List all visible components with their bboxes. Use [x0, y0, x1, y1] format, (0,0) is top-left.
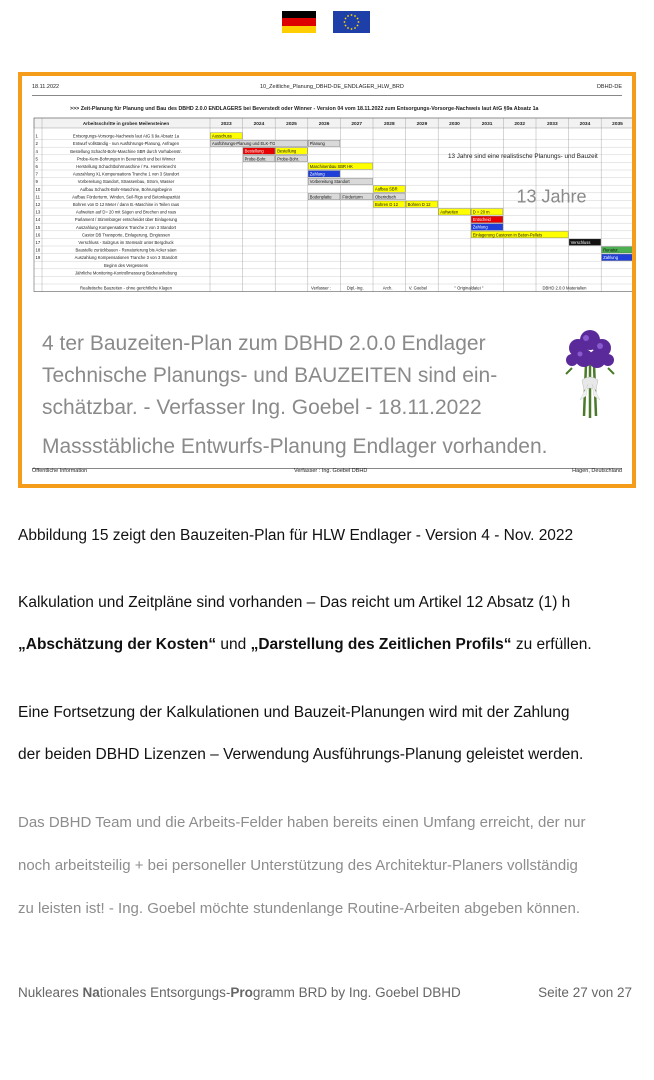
row-number: 11 [35, 194, 40, 200]
paragraph-1-line-2 [18, 636, 592, 654]
flag-bar [0, 11, 654, 35]
flower-bouquet-icon [560, 324, 620, 420]
bottom-original: " Originaldatei " [454, 285, 484, 291]
bold-time-profile: „Darstellung des Zeitlichen Profils“ [250, 636, 512, 653]
row-number: 9 [35, 179, 38, 185]
row-label: Entwurf vollständig - nun Ausführungs-Planung, Anfragen [72, 141, 180, 147]
year-label-2034: 2034 [579, 122, 591, 127]
row-number: 10 [35, 186, 41, 192]
row-number: 5 [35, 156, 38, 162]
gantt-bar-label: Renatur. [603, 247, 619, 253]
paragraph-3-line-1: Das DBHD Team und die Arbeits-Felder haben bereits einen Umfang erreicht, der nur [18, 814, 586, 831]
row-label: Entsorgungs-Vorsorge-Nachweis laut AtG § 9a Absatz 1a [72, 133, 180, 139]
gantt-bar-label: Einlagerung Castoren in Beton-Pellets [472, 232, 543, 238]
row-number: 15 [35, 224, 41, 230]
gantt-bar-label: Probe-Bohr. [277, 156, 300, 162]
thirteen-years-label: 13 Jahre [516, 186, 587, 207]
gantt-bar-label: Bohren D 12 [407, 201, 431, 207]
row-label: Bestellung Schacht-Bohr-Maschine SBR durch Vorhabenstr. [70, 148, 182, 154]
gantt-bar-label: Oberirdisch [375, 194, 396, 200]
headline-line-3: schätzbar. - Verfasser Ing. Goebel - 18.11.2022 [42, 396, 482, 419]
row-label: Auszahlung XL Kompensations Tranche 1 von 3 Standort [72, 171, 180, 177]
bottom-verfasser: Verfasser : [311, 285, 332, 291]
row-label: Auszahlung Kompensations Tranche 2 von 3 Standort [75, 224, 177, 230]
figure-date: 18.11.2022 [32, 84, 60, 90]
year-label-2025: 2025 [286, 122, 297, 127]
gantt-bar-label: Aufbau SBR [375, 186, 398, 192]
figure-footer [32, 468, 622, 478]
bottom-material: DBHD 2.0.0 Materialien [542, 285, 587, 291]
row-number: 12 [35, 202, 41, 207]
schedule-title: >>> Zeit-Planung für Planung und Bau des DBHD 2.0.0 ENDLAGERS bei Beverstedt oder Winner - Version 04 vom 18.11.2022 zum Entsorgungs-Vorsorge-Nachweis laut AtG §9a Absatz 1a [70, 106, 539, 112]
column-header-label: Arbeitsschritte in groben Meilensteinen [82, 121, 170, 126]
paragraph-3-line-3: zu leisten ist! - Ing. Goebel möchte stundenlange Routine-Arbeiten abgeben können. [18, 900, 581, 917]
gantt-bar-label: Vorbereitung Standort [309, 179, 350, 185]
para1-end: zu erfüllen. [511, 636, 592, 653]
gantt-bar-label: Bestellung [244, 148, 264, 154]
row-label: Realistische Bauzeiten - ohne gerichtliche Klagen [80, 285, 172, 291]
year-label-2033: 2033 [546, 122, 558, 127]
row-label: Parlament / Stimmbürger entscheidet über Einlagerung [74, 217, 178, 223]
row-label: Baustelle zurückbauen - Renaturierung bis Acker säen [75, 247, 177, 253]
row-number: 4 [35, 148, 38, 154]
bottom-name: V. Goebel [408, 285, 428, 291]
gantt-bar-label: Zahlung [603, 255, 618, 261]
gantt-bar-label: Zahlung [472, 224, 488, 230]
german-flag-icon [282, 11, 316, 33]
headline-subline: Massstäbliche Entwurfs-Planung Endlager vorhanden. [42, 435, 548, 458]
row-number: 2 [35, 141, 38, 147]
gantt-schedule [22, 76, 632, 306]
paragraph-3-line-2: noch arbeitsteilig + bei personeller Unterstützung des Architektur-Planers vollständig [18, 857, 578, 874]
row-label: Auszahlung Kompensationen Tranche 3 von 3 Standort [74, 255, 178, 261]
schedule-figure [18, 72, 636, 488]
gantt-bar-label: Ausschuss [212, 133, 232, 139]
footer-program-name [18, 985, 461, 1000]
footer-text-2: tionales Entsorgungs- [99, 985, 231, 1000]
year-label-2031: 2031 [481, 122, 493, 127]
gantt-bar-label: Aufweiten [440, 209, 459, 215]
gantt-bar-label: Verschluss [570, 239, 591, 245]
row-label: Herstellung Schachtbohrmaschine / Fa. Herrenknecht [76, 164, 176, 169]
year-label-2030: 2030 [449, 122, 460, 127]
bold-cost-estimate: „Abschätzung der Kosten“ [18, 636, 217, 653]
footer-location: Hagen, Deutschland [572, 468, 622, 474]
schedule-annotation: 13 Jahre sind eine realistische Planungs- und Bauzeit [447, 152, 598, 160]
figure-code: DBHD-DE [596, 84, 622, 90]
gantt-bar-label: Bohren D 12 [375, 201, 398, 207]
gantt-bar-label: Bodenplatte [309, 194, 332, 200]
page-number: Seite 27 von 27 [538, 985, 632, 1000]
year-label-2028: 2028 [383, 122, 395, 127]
para1-mid: und [216, 636, 251, 653]
bottom-arch: Arch. [382, 285, 393, 291]
eu-flag-icon [333, 11, 370, 33]
footer-author: Verfasser : Ing. Goebel DBHD [294, 468, 368, 474]
row-label: Probe-Kern-Bohrungen in Beverstedt und bei Winner [76, 156, 176, 162]
row-label: Aufbau Schacht-Bohr-Maschine, Bohrungsbeginn [80, 186, 172, 192]
year-label-2035: 2035 [612, 122, 623, 127]
row-label: Aufbau Förderturm, Winden, Seil-Rigs und Betonkapazität [72, 194, 180, 200]
gantt-bar-label: D = 20 m [472, 209, 490, 215]
row-label: Bohren von D 12 Meter / dann B.-Maschine in Teilen raus [72, 202, 180, 207]
row-label: Castor DB Transporte, Einlagerung, Eingiessen [82, 232, 170, 238]
paragraph-1-line-1: Kalkulation und Zeitpläne sind vorhanden – Das reicht um Artikel 12 Absatz (1) h [18, 594, 571, 611]
footer-bold-1: Na [82, 985, 100, 1000]
paragraph-2-line-2: der beiden DBHD Lizenzen – Verwendung Ausführungs-Planung geleistet werden. [18, 746, 584, 763]
year-label-2027: 2027 [351, 122, 363, 127]
row-number: 1 [35, 133, 38, 139]
gantt-bar-label: Ausführungs-Planung und ELK-TG [212, 141, 276, 147]
gantt-bar-label: Entscheid [472, 217, 491, 223]
figure-caption: Abbildung 15 zeigt den Bauzeiten-Plan für HLW Endlager - Version 4 - Nov. 2022 [18, 527, 574, 544]
gantt-bar-label: Maschinenbau SBR HK [309, 163, 353, 169]
footer-text-3: gramm BRD by Ing. Goebel DBHD [252, 985, 461, 1000]
row-label: Beginn des Vergessens [104, 262, 148, 268]
gantt-bar-label: Zahlung [309, 171, 325, 177]
year-label-2026: 2026 [318, 122, 330, 127]
footer-public-info: Öffentliche Information [32, 468, 88, 474]
year-label-2032: 2032 [514, 122, 526, 127]
footer-text-1: Nukleares [18, 985, 83, 1000]
row-number: 17 [35, 240, 41, 245]
gantt-bar-label: Probe-Bohr. [244, 156, 267, 162]
headline-line-2: Technische Planungs- und BAUZEITEN sind ein- [42, 364, 498, 387]
row-label: Jährliche Monitoring-Kontrollmessung Bodenanhebung [75, 270, 177, 276]
headline-line-1: 4 ter Bauzeiten-Plan zum DBHD 2.0.0 Endlager [42, 332, 486, 355]
year-label-2024: 2024 [253, 122, 265, 127]
year-label-2023: 2023 [220, 122, 232, 127]
year-label-2029: 2029 [416, 122, 428, 127]
bottom-title: Dipl.-Ing. [346, 285, 364, 291]
gantt-bar-label: Planung [309, 141, 325, 147]
row-label: Aufweiten auf D= 20 mit Sägen und Brechen und raus [75, 209, 177, 215]
gantt-bar-label: Bestellung [277, 148, 297, 154]
footer-bold-2: Pro [230, 985, 253, 1000]
gantt-bar-label: Förderturm [342, 194, 363, 200]
row-number: 7 [35, 171, 38, 177]
row-label: Verschluss - Salzgrus im Stemsalz unter Bergdruck [78, 240, 174, 245]
figure-filename: 10_Zeitliche_Planung_DBHD-DE_ENDLAGER_HLW_BRD [260, 84, 404, 90]
row-number: 13 [35, 209, 41, 215]
row-number: 16 [35, 232, 41, 238]
row-number: 18 [35, 247, 41, 253]
row-number: 6 [35, 164, 38, 169]
paragraph-2-line-1: Eine Fortsetzung der Kalkulationen und Bauzeit-Planungen wird mit der Zahlung [18, 704, 570, 721]
row-number: 19 [35, 255, 41, 261]
row-label: Vorbereitung Standort, Strassenbau, Strom, Wasser [77, 179, 175, 185]
row-number: 14 [35, 217, 41, 223]
